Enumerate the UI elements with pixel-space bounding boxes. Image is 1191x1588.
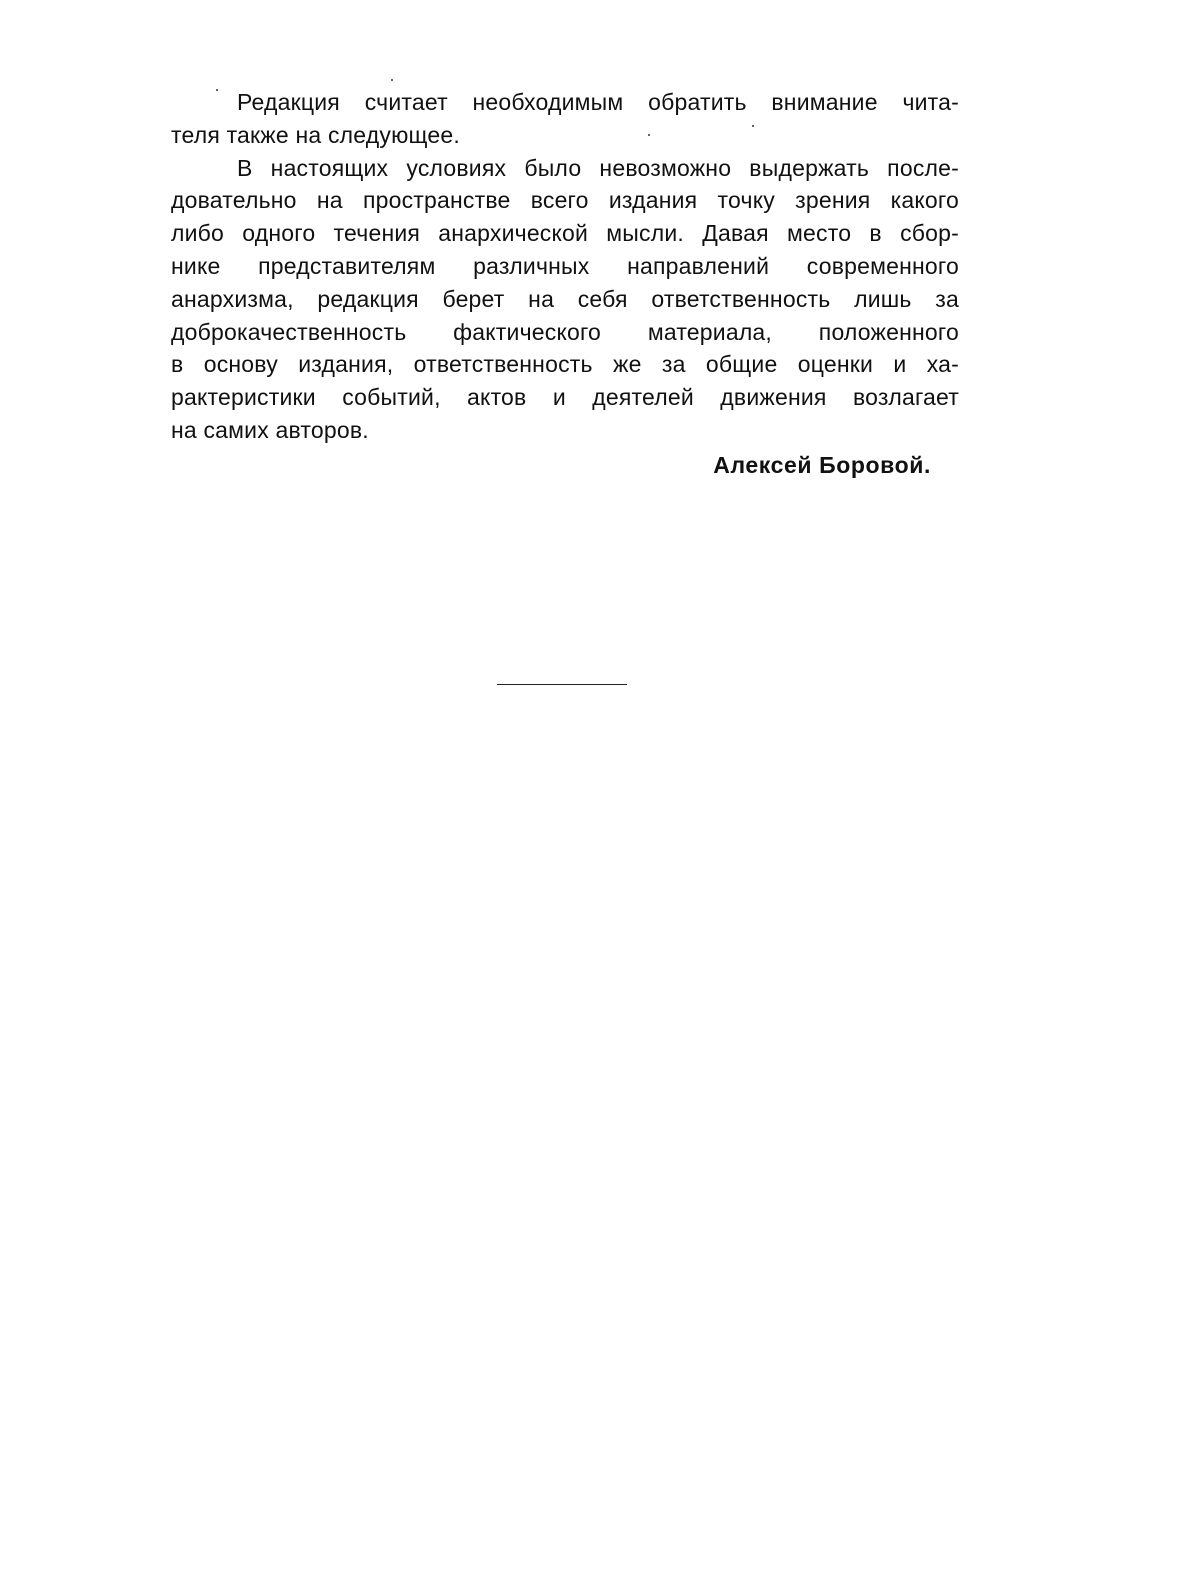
- paragraph-line: доброкачественность фактического материала, положенного: [171, 318, 959, 345]
- paragraph-responsibility: [171, 152, 959, 447]
- paragraph-line: теля также на следующее.: [171, 121, 460, 148]
- paragraph-line: анархизма, редакция берет на себя ответственность лишь за: [171, 285, 959, 312]
- paragraph-line: В настоящих условиях было невозможно выдержать после-: [237, 154, 959, 181]
- print-speck: [391, 79, 393, 81]
- paragraph-line: Редакция считает необходимым обратить внимание чита-: [237, 89, 959, 115]
- signature: Алексей Боровой.: [713, 452, 931, 478]
- paragraph-line: в основу издания, ответственность же за общие оценки и ха-: [171, 351, 959, 378]
- paragraph-line: довательно на пространстве всего издания точку зрения какого: [171, 187, 959, 214]
- paragraph-notice: [171, 86, 959, 152]
- paragraph-line: рактеристики событий, актов и деятелей движения возлагает: [171, 384, 959, 411]
- body-text: [171, 86, 959, 447]
- paragraph-line: либо одного течения анархической мысли. Давая место в сбор-: [171, 220, 959, 247]
- section-divider: [497, 684, 627, 685]
- paragraph-line: нике представителям различных направлений современного: [171, 252, 959, 279]
- paragraph-line: на самих авторов.: [171, 416, 369, 443]
